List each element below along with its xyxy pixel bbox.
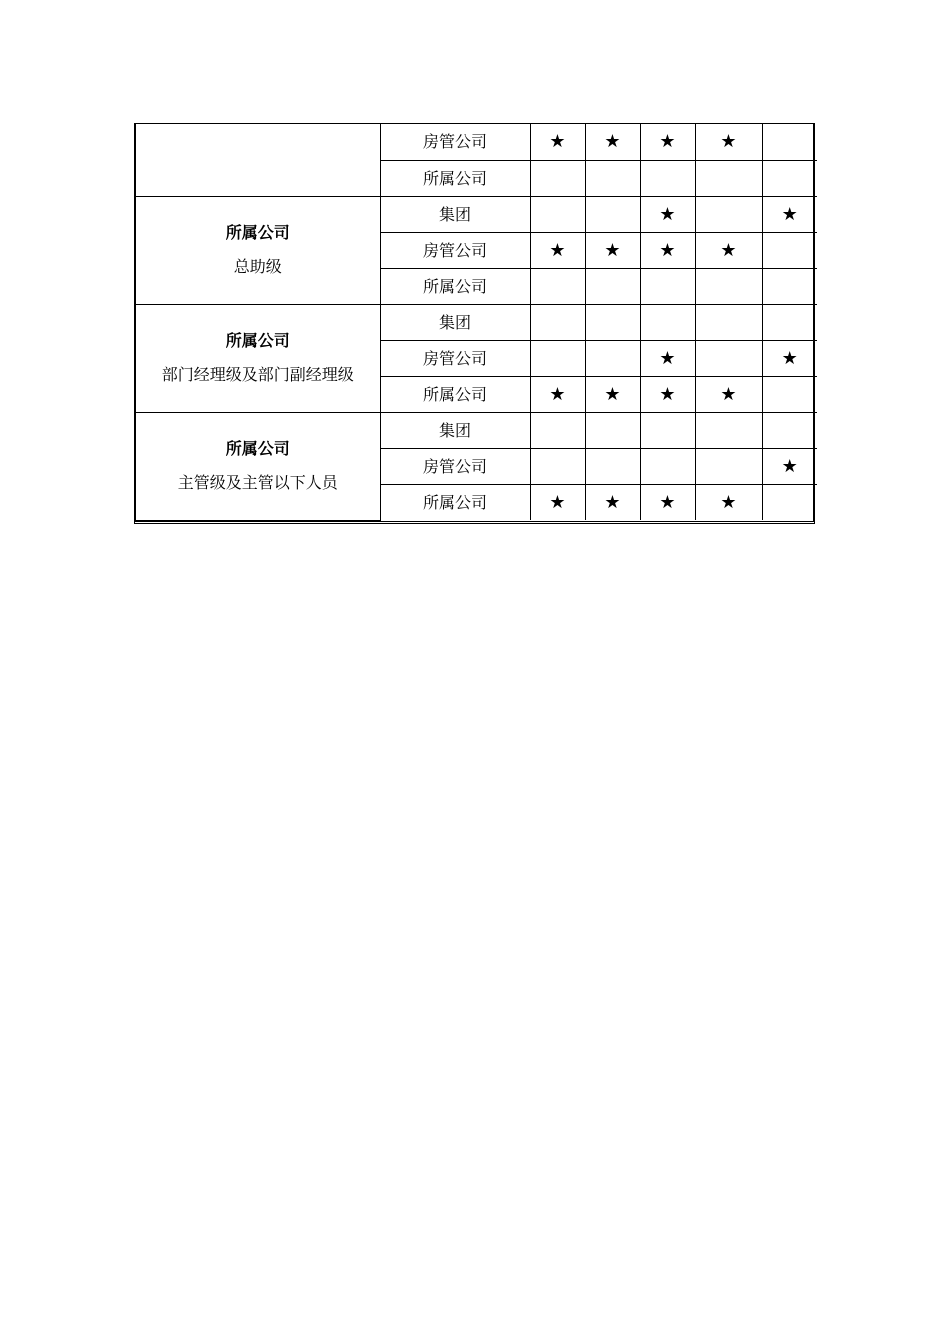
mark-cell: ★ — [585, 232, 640, 268]
group-subtitle: 部门经理级及部门副经理级 — [161, 365, 354, 384]
mark-cell — [530, 268, 585, 304]
mark-cell — [762, 268, 817, 304]
group-title: 所属公司 — [225, 331, 290, 350]
mark-cell: ★ — [585, 376, 640, 412]
org-cell: 所属公司 — [380, 484, 530, 520]
org-cell: 集团 — [380, 412, 530, 448]
org-cell: 所属公司 — [380, 376, 530, 412]
mark-cell — [640, 304, 695, 340]
mark-cell — [762, 160, 817, 196]
mark-cell — [585, 340, 640, 376]
mark-cell: ★ — [695, 232, 762, 268]
org-cell: 房管公司 — [380, 448, 530, 484]
mark-cell: ★ — [585, 124, 640, 160]
mark-cell — [585, 448, 640, 484]
group-cell — [136, 304, 380, 412]
mark-cell: ★ — [695, 124, 762, 160]
mark-cell: ★ — [762, 448, 817, 484]
permission-table — [136, 124, 817, 521]
mark-cell — [640, 160, 695, 196]
mark-cell — [762, 484, 817, 520]
mark-cell — [695, 304, 762, 340]
mark-cell — [585, 268, 640, 304]
org-cell: 集团 — [380, 304, 530, 340]
mark-cell — [640, 448, 695, 484]
org-cell: 所属公司 — [380, 160, 530, 196]
group-cell — [136, 412, 380, 520]
mark-cell — [762, 376, 817, 412]
mark-cell: ★ — [530, 376, 585, 412]
mark-cell — [762, 124, 817, 160]
org-cell: 所属公司 — [380, 268, 530, 304]
group-subtitle: 总助级 — [233, 257, 282, 276]
mark-cell — [530, 160, 585, 196]
mark-cell — [640, 268, 695, 304]
mark-cell — [695, 268, 762, 304]
mark-cell — [695, 160, 762, 196]
table-row — [136, 304, 817, 340]
mark-cell — [585, 304, 640, 340]
mark-cell: ★ — [640, 196, 695, 232]
org-cell: 房管公司 — [380, 340, 530, 376]
group-cell — [136, 124, 380, 196]
permission-table-container — [134, 123, 815, 524]
mark-cell: ★ — [530, 124, 585, 160]
mark-cell: ★ — [695, 484, 762, 520]
mark-cell — [762, 412, 817, 448]
mark-cell — [762, 304, 817, 340]
table-row — [136, 196, 817, 232]
mark-cell: ★ — [640, 124, 695, 160]
mark-cell — [530, 340, 585, 376]
mark-cell — [695, 340, 762, 376]
mark-cell: ★ — [640, 232, 695, 268]
org-cell: 集团 — [380, 196, 530, 232]
mark-cell — [585, 160, 640, 196]
mark-cell: ★ — [695, 376, 762, 412]
mark-cell: ★ — [640, 484, 695, 520]
mark-cell: ★ — [762, 196, 817, 232]
group-title: 所属公司 — [225, 223, 290, 242]
mark-cell: ★ — [640, 340, 695, 376]
mark-cell: ★ — [585, 484, 640, 520]
mark-cell — [640, 412, 695, 448]
mark-cell — [585, 196, 640, 232]
group-title: 所属公司 — [225, 439, 290, 458]
mark-cell — [530, 196, 585, 232]
mark-cell — [585, 412, 640, 448]
group-subtitle: 主管级及主管以下人员 — [177, 473, 338, 492]
mark-cell — [530, 448, 585, 484]
mark-cell: ★ — [762, 340, 817, 376]
table-row — [136, 412, 817, 448]
mark-cell — [695, 412, 762, 448]
org-cell: 房管公司 — [380, 124, 530, 160]
mark-cell — [530, 412, 585, 448]
mark-cell — [695, 448, 762, 484]
mark-cell — [695, 196, 762, 232]
mark-cell — [762, 232, 817, 268]
mark-cell: ★ — [530, 484, 585, 520]
mark-cell: ★ — [640, 376, 695, 412]
mark-cell — [530, 304, 585, 340]
group-cell — [136, 196, 380, 304]
mark-cell: ★ — [530, 232, 585, 268]
org-cell: 房管公司 — [380, 232, 530, 268]
table-row — [136, 124, 817, 160]
